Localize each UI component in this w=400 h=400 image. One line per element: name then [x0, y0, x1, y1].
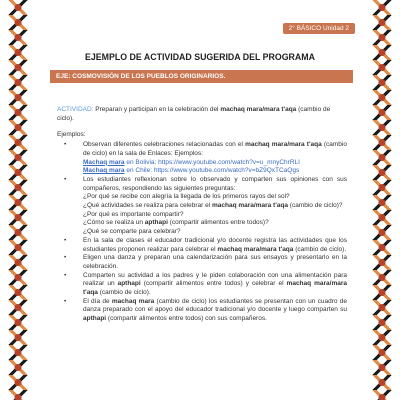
item-text: (cambio de ciclo).: [293, 245, 347, 253]
link-term: Machaq mara: [83, 167, 125, 175]
item-text: Comparten su actividad a los padres y le piden colaboración con una alimentación para realizar un: [83, 271, 347, 288]
activity-description: [57, 106, 347, 123]
item-text: El día de: [83, 297, 112, 305]
list-item: [57, 272, 347, 298]
list-item: [57, 254, 347, 271]
link-text: en Chile: https://www.youtube.com/watch?v=bZ9QxTCaQgs: [124, 167, 300, 175]
link-text: en Bolivia: https://www.youtube.com/watch?v=u_mnyChrRLI: [124, 158, 300, 166]
activity-term: machaq mara/mara t'aqa: [220, 106, 297, 113]
item-bold-term: machaq mara: [111, 297, 155, 305]
item-bold-term: machaq mara/mara t'aqa: [83, 280, 348, 297]
question: ¿Por qué es importante compartir?: [83, 210, 184, 218]
bolivia-video-link[interactable]: [83, 159, 347, 168]
item-text: Eligen una danza y preparan una calendarización para sus ensayos y presentarlo en la celebración.: [83, 254, 347, 270]
item-text: Los estudiantes reflexionan sobre lo observado y comparten sus opiniones con sus compañeros, respondiendo las siguientes preguntas:: [83, 175, 347, 192]
item-bold-term: apthapi: [83, 315, 107, 323]
item-text: (compartir alimentos entre todos) y celebrar el: [140, 280, 287, 288]
list-item: [57, 237, 347, 254]
page-title: EJEMPLO DE ACTIVIDAD SUGERIDA DEL PROGRAMA: [85, 52, 315, 62]
activity-content: [57, 106, 347, 324]
list-item: [57, 176, 347, 237]
link-term: Machaq mara: [83, 158, 125, 166]
item-text: Observan diferentes celebraciones relacionadas con el: [83, 141, 246, 149]
question-bold-term: machaq mara/mara t'aqa: [211, 202, 288, 210]
list-item: [57, 141, 347, 176]
eje-banner: EJE: COSMOVISIÓN DE LOS PUEBLOS ORIGINARIOS.: [50, 70, 353, 83]
question-text: ¿Qué actividades se realiza para celebrar el: [83, 202, 212, 210]
item-bold-term: machaq mara/mara t'aqa: [217, 245, 294, 253]
question: ¿Qué se comparte para celebrar?: [83, 228, 181, 236]
examples-list: [57, 141, 347, 324]
question: ¿Por qué se recibe con alegría la llegada de los primeros rayos del sol?: [83, 193, 290, 201]
question-text: (cambio de ciclo)?: [287, 202, 343, 210]
question-text: (compartir alimentos entre todos)?: [167, 219, 269, 227]
activity-label: ACTIVIDAD:: [57, 106, 94, 113]
question: [83, 219, 347, 228]
question-bold-term: apthapi: [144, 219, 168, 227]
list-item: [57, 298, 347, 324]
grade-unit-badge: 2° BÁSICO Unidad 2: [283, 23, 355, 34]
examples-heading: Ejemplos:: [57, 131, 86, 139]
item-text: (cambio de ciclo) los estudiantes se presentan con un cuadro de danza preparado con el apoyo del educador tradicional y/o docente y luego comparten su: [83, 297, 347, 314]
item-text: En la sala de clases el educador tradicional y/o docente registra las actividades que los estudiantes proponen realizar para celebrar el: [83, 236, 347, 253]
item-text: (compartir alimentos entre todos) con sus compañeros.: [106, 315, 267, 323]
question-text: ¿Cómo se realiza un: [83, 219, 145, 227]
question: [83, 202, 347, 211]
item-text: (cambio de ciclo) en la sala de Enlaces: Ejemplos:: [83, 141, 347, 157]
activity-text: Preparan y participan en la celebración del: [93, 106, 221, 113]
item-bold-term: machaq mara/mara t'aqa: [245, 141, 322, 149]
chile-video-link[interactable]: [83, 167, 347, 176]
item-bold-term: apthapi: [117, 280, 141, 288]
activity-text-end: (cambio de ciclo).: [57, 106, 331, 122]
item-text: (cambio de ciclo).: [97, 289, 151, 297]
